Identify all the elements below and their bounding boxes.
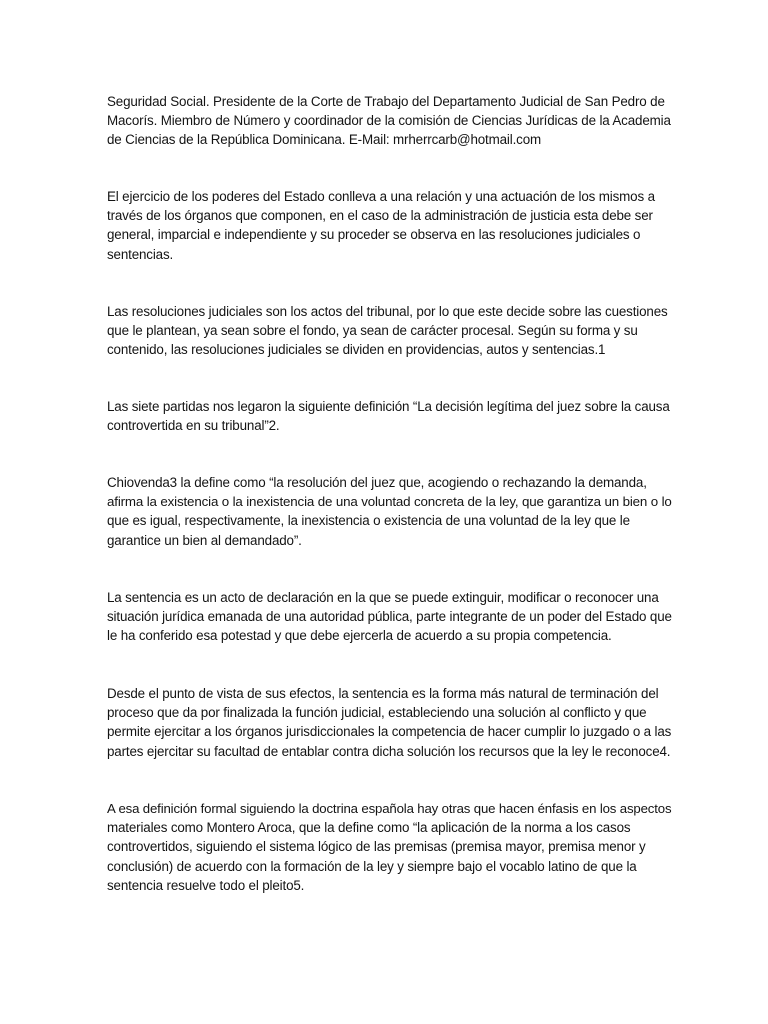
body-paragraph [107, 684, 672, 761]
text-line: Las siete partidas nos legaron la siguiente definición “La decisión legítima del juez sobre la causa [107, 399, 670, 414]
body-paragraph [107, 397, 670, 435]
text-line: Las resoluciones judiciales son los actos del tribunal, por lo que este decide sobre las cuestiones [107, 304, 668, 319]
author-bio-paragraph [107, 92, 671, 150]
text-line: proceso que da por finalizada la función judicial, estableciendo una solución al conflicto y que [107, 705, 647, 721]
text-line: través de los órganos que componen, en el caso de la administración de justicia esta debe ser [107, 208, 653, 224]
text-line: contenido, las resoluciones judiciales se dividen en providencias, autos y sentencias.1 [107, 342, 606, 358]
text-line: conclusión) de acuerdo con la formación de la ley y siempre bajo el vocablo latino de que la [107, 858, 637, 874]
body-paragraph [107, 588, 672, 646]
text-line: Chiovenda3 la define como “la resolución del juez que, acogiendo o rechazando la demanda, [107, 475, 647, 490]
text-line: de Ciencias de la República Dominicana. E-Mail: mrherrcarb@hotmail.com [107, 132, 542, 148]
text-line: Desde el punto de vista de sus efectos, la sentencia es la forma más natural de terminación del [107, 686, 659, 701]
text-line: general, imparcial e independiente y su proceder se observa en las resoluciones judiciales o [107, 227, 641, 243]
body-paragraph [107, 473, 672, 550]
text-line: El ejercicio de los poderes del Estado conlleva a una relación y una actuación de los mismos a [107, 189, 655, 204]
text-line: materiales como Montero Aroca, que la define como “la aplicación de la norma a los casos [107, 820, 631, 836]
body-paragraph [107, 187, 667, 264]
text-line: La sentencia es un acto de declaración en la que se puede extinguir, modificar o reconocer una [107, 590, 659, 605]
text-line: A esa definición formal siguiendo la doctrina española hay otras que hacen énfasis en los aspectos [107, 801, 672, 816]
text-line: controvertidos, siguiendo el sistema lógico de las premisas (premisa mayor, premisa menor y [107, 839, 646, 855]
text-line: Macorís. Miembro de Número y coordinador de la comisión de Ciencias Jurídicas de la Academia [107, 113, 671, 129]
text-line: controvertida en su tribunal”2. [107, 418, 280, 434]
text-line: afirma la existencia o la inexistencia de una voluntad concreta de la ley, que garantiza un bien o lo [107, 494, 672, 510]
text-line: situación jurídica emanada de una autoridad pública, parte integrante de un poder del Estado que [107, 609, 672, 625]
text-line: que es igual, respectivamente, la inexistencia o existencia de una voluntad de la ley que le [107, 513, 630, 529]
text-line: partes ejercitar su facultad de entablar contra dicha solución los recursos que la ley le reconoce4. [107, 743, 671, 759]
body-paragraph [107, 799, 672, 895]
text-line: que le plantean, ya sean sobre el fondo, ya sean de carácter procesal. Según su forma y su [107, 323, 638, 339]
text-line: garantice un bien al demandado”. [107, 532, 302, 548]
text-line: sentencia resuelve todo el pleito5. [107, 877, 305, 893]
text-line: Seguridad Social. Presidente de la Corte de Trabajo del Departamento Judicial de San Pedro de [107, 94, 665, 109]
body-paragraph [107, 302, 667, 360]
text-line: sentencias. [107, 246, 174, 262]
text-line: le ha conferido esa potestad y que debe ejercerla de acuerdo a su propia competencia. [107, 628, 612, 644]
text-line: permite ejercitar a los órganos jurisdiccionales la competencia de hacer cumplir lo juzgado o a las [107, 724, 672, 740]
